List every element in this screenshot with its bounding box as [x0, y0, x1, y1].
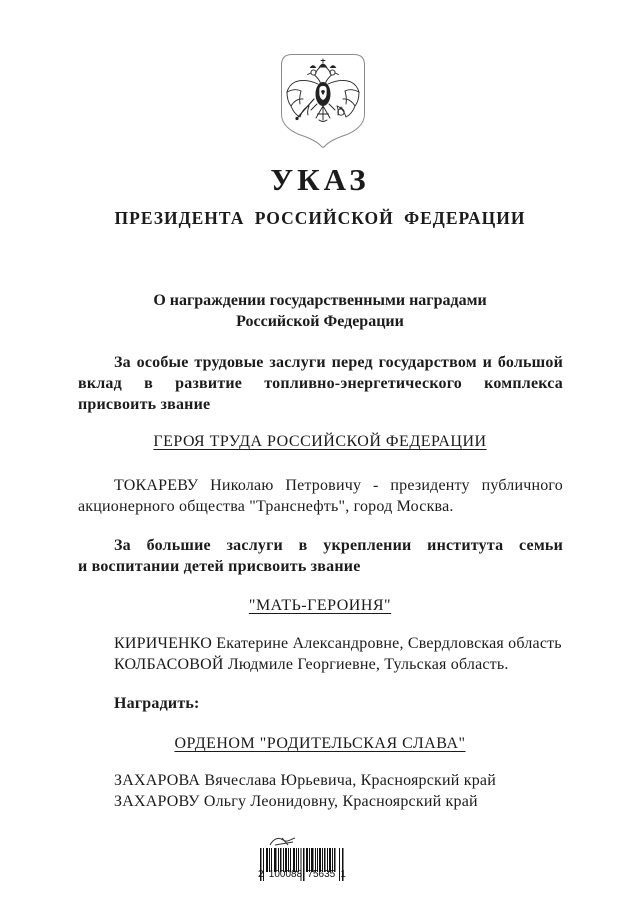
heading-order-parental-glory: [0, 733, 640, 754]
decree-subject: [0, 290, 640, 332]
decree-subtitle: ПРЕЗИДЕНТА РОССИЙСКОЙ ФЕДЕРАЦИИ: [114, 208, 526, 228]
paragraph-line: и воспитании детей присвоить звание: [78, 558, 361, 575]
recipients-mother-heroine: [78, 633, 563, 675]
subject-line-1: О награждении государственными наградами: [153, 292, 487, 309]
recipient-line: ЗАХАРОВУ Ольгу Леонидовну, Красноярский край: [114, 793, 478, 810]
barcode: [260, 836, 344, 888]
double-headed-eagle-icon: [281, 54, 365, 148]
recipient-line: КОЛБАСОВОЙ Людмиле Георгиевне, Тульская область.: [114, 656, 509, 673]
coat-of-arms-icon: [281, 54, 365, 148]
paragraph-line: ТОКАРЕВУ Николаю Петровичу - президенту публичного: [114, 477, 563, 494]
recipients-parental-glory: [78, 770, 563, 812]
paragraph-line: За особые трудовые заслуги перед государством и большой: [114, 354, 563, 371]
award-label: Наградить:: [114, 695, 200, 712]
heading-text: "МАТЬ-ГЕРОИНЯ": [248, 597, 392, 614]
paragraph-tokarev: [78, 475, 563, 517]
paragraph-line: За большие заслуги в укреплении института семьи: [114, 537, 563, 554]
heading-text: ОРДЕНОМ "РОДИТЕЛЬСКАЯ СЛАВА": [174, 735, 466, 752]
paragraph-labor-merit: [78, 352, 563, 415]
recipient-line: ЗАХАРОВА Вячеслава Юрьевича, Красноярский край: [114, 772, 496, 789]
heading-hero-of-labour: [0, 431, 640, 452]
recipient-line: КИРИЧЕНКО Екатерине Александровне, Свердловская область: [114, 635, 562, 652]
decree-title: УКАЗ: [270, 162, 370, 197]
paragraph-line: вклад в развитие топливно-энергетического комплекса: [78, 375, 563, 392]
heading-text: ГЕРОЯ ТРУДА РОССИЙСКОЙ ФЕДЕРАЦИИ: [153, 433, 487, 450]
paragraph-line: присвоить звание: [78, 396, 211, 413]
heading-mother-heroine: [0, 595, 640, 616]
award-label-block: [78, 693, 563, 714]
barcode-digits: 2 100088 75635 1: [258, 869, 346, 880]
subject-line-2: Российской Федерации: [236, 313, 404, 330]
paragraph-family-merit: [78, 535, 563, 577]
stamp-mark-icon: [268, 836, 300, 847]
paragraph-line: акционерного общества "Транснефть", город Москва.: [78, 498, 454, 515]
